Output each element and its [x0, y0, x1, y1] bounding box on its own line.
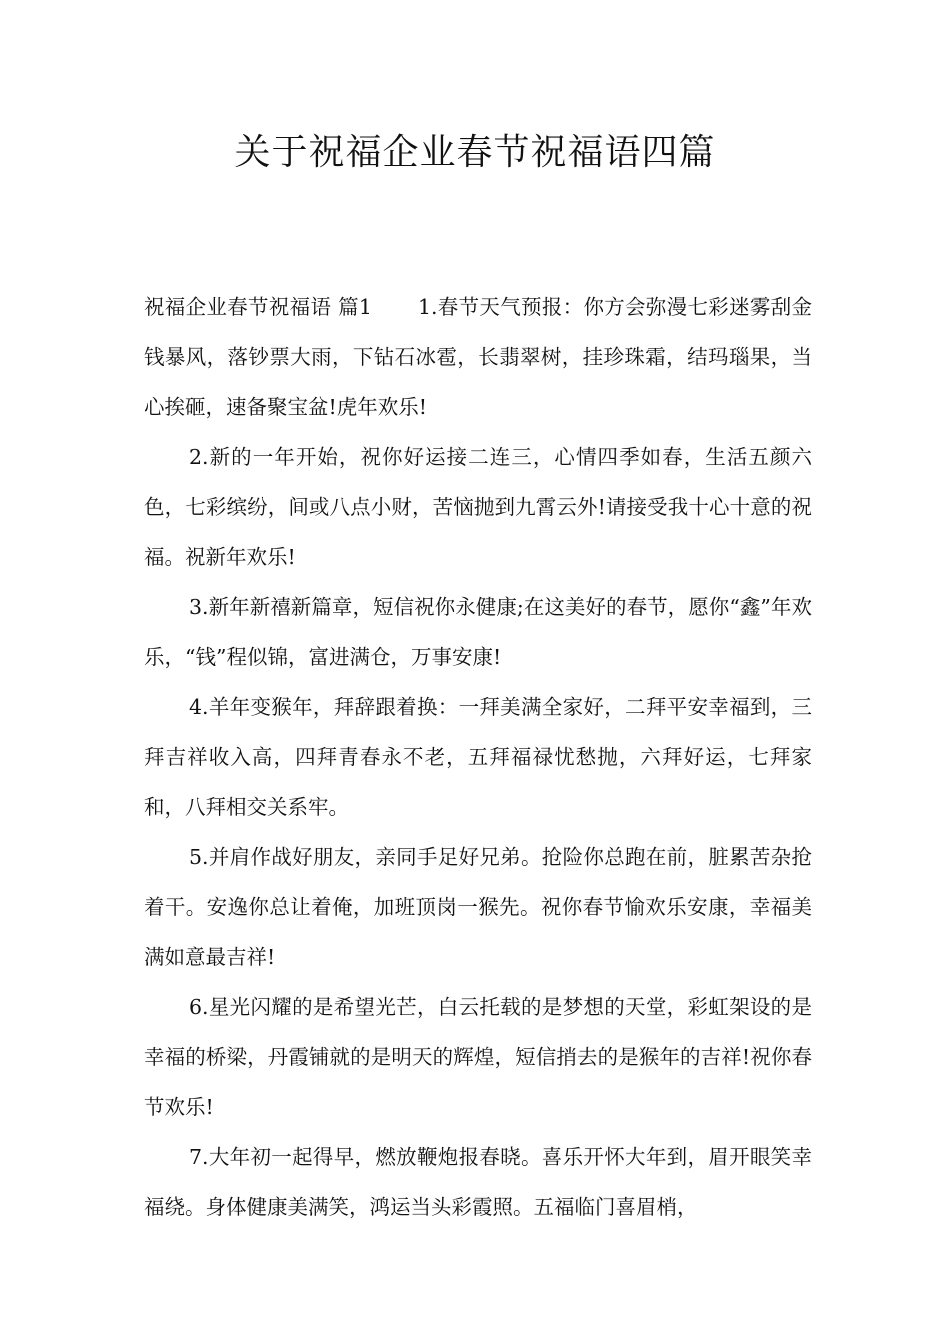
paragraph-4: 4.羊年变猴年，拜辞跟着换：一拜美满全家好，二拜平安幸福到，三拜吉祥收入高，四拜青春永不老，五拜福禄忧愁抛，六拜好运，七拜家和，八拜相交关系牢。: [144, 695, 812, 819]
section-heading: 祝福企业春节祝福语 篇1: [144, 295, 372, 319]
document-title: 关于祝福企业春节祝福语四篇: [234, 132, 716, 173]
paragraph-6: 6.星光闪耀的是希望光芒，白云托载的是梦想的天堂，彩虹架设的是幸福的桥梁，丹霞铺就的是明天的辉煌，短信捎去的是猴年的吉祥!祝你春节欢乐!: [144, 995, 812, 1119]
paragraph-text: 1.春节天气预报：你方会弥漫七彩迷雾刮金钱暴风，落钞票大雨，下钻石冰雹，长翡翠树，挂珍珠霜，结玛瑙果，当心挨砸，速备聚宝盆!虎年欢乐!: [144, 295, 813, 419]
paragraph-7: 7.大年初一起得早，燃放鞭炮报春晓。喜乐开怀大年到，眉开眼笑幸福绕。身体健康美满笑，鸿运当头彩霞照。五福临门喜眉梢，: [144, 1145, 812, 1219]
document-body: [144, 282, 812, 1232]
paragraph-3: 3.新年新禧新篇章，短信祝你永健康;在这美好的春节，愿你“鑫”年欢乐，“钱”程似锦，富进满仓，万事安康!: [144, 595, 812, 669]
paragraph-2: 2.新的一年开始，祝你好运接二连三，心情四季如春，生活五颜六色，七彩缤纷，间或八点小财，苦恼抛到九霄云外!请接受我十心十意的祝福。祝新年欢乐!: [144, 445, 812, 569]
paragraph-5: 5.并肩作战好朋友，亲同手足好兄弟。抢险你总跑在前，脏累苦杂抢着干。安逸你总让着俺，加班顶岗一猴先。祝你春节愉欢乐安康，幸福美满如意最吉祥!: [144, 845, 812, 969]
paragraph-1: [144, 282, 812, 432]
